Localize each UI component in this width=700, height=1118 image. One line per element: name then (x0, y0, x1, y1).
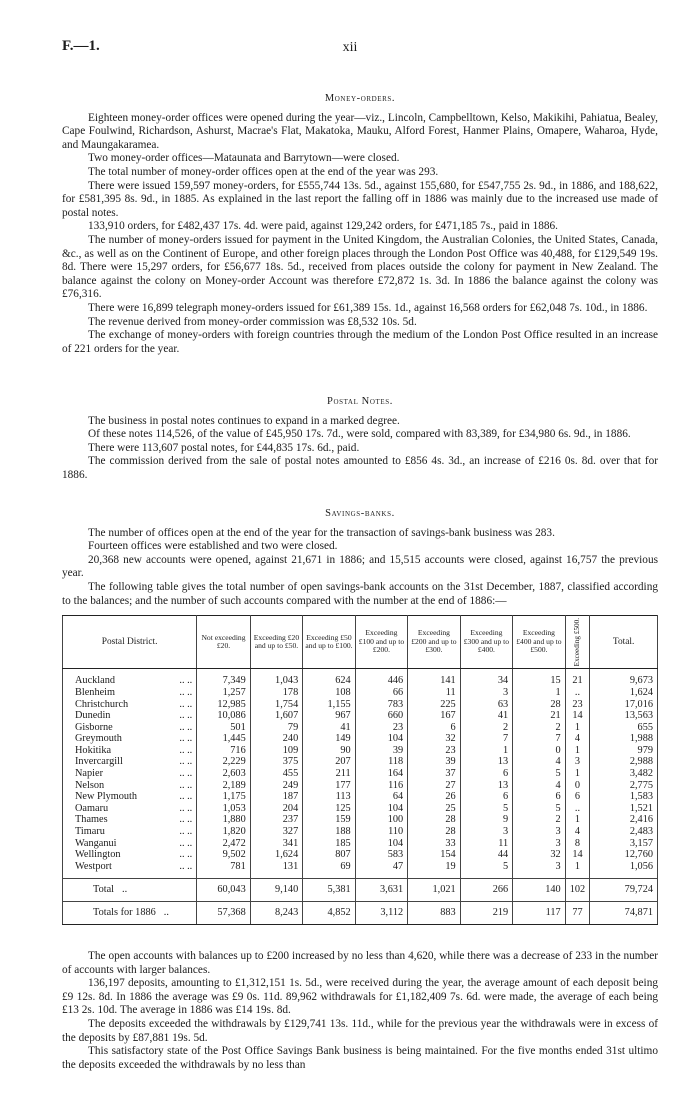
table-cell: 104 (355, 733, 407, 745)
table-cell: 660 (355, 710, 407, 722)
table-cell: 69 (303, 861, 355, 879)
table-cell: 1,880 (197, 814, 250, 826)
table-cell: 0 (513, 745, 565, 757)
table-cell: 79,724 (590, 879, 658, 902)
table-cell: 3 (565, 756, 590, 768)
table-cell: 9,140 (250, 879, 302, 902)
table-cell: 3,631 (355, 879, 407, 902)
table-cell: 2,472 (197, 838, 250, 850)
table-cell: 5 (513, 803, 565, 815)
table-cell: 781 (197, 861, 250, 879)
table-cell: 185 (303, 838, 355, 850)
table-cell: 3 (513, 838, 565, 850)
table-cell: 583 (355, 849, 407, 861)
postal-district-cell (63, 838, 197, 850)
table-header-row (63, 616, 658, 669)
table-cell: 327 (250, 826, 302, 838)
table-cell: 3,157 (590, 838, 658, 850)
table-row (63, 699, 658, 711)
leader-dots: .. .. (179, 675, 193, 687)
table-cell: 118 (355, 756, 407, 768)
district-label: Gisborne (75, 721, 113, 733)
table-cell: 154 (408, 849, 460, 861)
table-cell: 883 (408, 902, 460, 925)
column-header: Not exceeding £20. (197, 616, 250, 669)
paragraph: Two money-order offices—Mataunata and Barrytown—were closed. (88, 152, 400, 165)
savings-bank-accounts-table (62, 615, 658, 925)
table-cell: 125 (303, 803, 355, 815)
table-cell: 1,521 (590, 803, 658, 815)
table-cell: 9 (460, 814, 512, 826)
district-label: Wanganui (75, 837, 117, 849)
table-cell: 90 (303, 745, 355, 757)
table-cell: 8,243 (250, 902, 302, 925)
column-header: Total. (590, 616, 658, 669)
table-cell: 1,445 (197, 733, 250, 745)
table-row (63, 791, 658, 803)
table-cell: 66 (355, 687, 407, 699)
table-cell: 141 (408, 669, 460, 687)
district-label: Total (93, 884, 115, 896)
table-row (63, 803, 658, 815)
table-cell: 240 (250, 733, 302, 745)
table-row (63, 861, 658, 879)
district-label: Wellington (75, 849, 121, 861)
column-header: Exceeding £200 and up to £300. (408, 616, 460, 669)
table-cell: 11 (408, 687, 460, 699)
table-cell: 2,775 (590, 780, 658, 792)
table-cell: 104 (355, 838, 407, 850)
postal-district-cell (63, 669, 197, 687)
table-cell: 37 (408, 768, 460, 780)
column-header: Exceeding £500. (565, 616, 590, 669)
table-cell: 1,754 (250, 699, 302, 711)
column-header: Postal District. (63, 616, 197, 669)
paragraph: There were issued 159,597 money-orders, for £555,744 13s. 5d., against 155,680, for £547,755 2s. 9d., in 1886, and 188,622, for £581,395 8s. 9d., in 1885. As explained in the last report the falling off in 1886 was mainly due to the increased use made of postal notes. (62, 179, 658, 219)
postal-district-cell (63, 722, 197, 734)
table-cell: 21 (565, 669, 590, 687)
column-header: Exceeding £400 and up to £500. (513, 616, 565, 669)
table-row (63, 733, 658, 745)
postal-district-cell (63, 826, 197, 838)
table-row (63, 814, 658, 826)
leader-dots: .. .. (179, 849, 193, 861)
leader-dots: .. (163, 907, 169, 918)
table-cell: 32 (408, 733, 460, 745)
table-cell: 5 (513, 768, 565, 780)
table-cell: 207 (303, 756, 355, 768)
table-cell: 1,988 (590, 733, 658, 745)
table-cell: 967 (303, 710, 355, 722)
table-cell: 1,021 (408, 879, 460, 902)
page-number: xii (342, 40, 358, 55)
leader-dots: .. .. (179, 756, 193, 768)
table-cell: 3 (513, 826, 565, 838)
table-cell: 501 (197, 722, 250, 734)
postal-district-cell (63, 710, 197, 722)
table-cell: 1 (513, 687, 565, 699)
table-cell: 1,820 (197, 826, 250, 838)
column-header: Exceeding £20 and up to £50. (250, 616, 302, 669)
table-cell: 2 (513, 722, 565, 734)
table-cell: 2 (460, 722, 512, 734)
table-cell: 23 (408, 745, 460, 757)
table-cell: 33 (408, 838, 460, 850)
paragraph: This satisfactory state of the Post Office Savings Bank business is being maintained. For the five months ended 31st ultimo the deposits exceeded the withdrawals by no less than (62, 1045, 658, 1071)
savings-banks-summary (62, 950, 658, 1072)
table-cell: 10,086 (197, 710, 250, 722)
table-cell: 12,985 (197, 699, 250, 711)
postal-district-cell (63, 768, 197, 780)
table-row (63, 826, 658, 838)
table-cell: 11 (460, 838, 512, 850)
table-row (63, 710, 658, 722)
table-cell: 41 (303, 722, 355, 734)
table-cell: 13 (460, 756, 512, 768)
table-cell: 9,502 (197, 849, 250, 861)
table-cell: 167 (408, 710, 460, 722)
table-cell: 79 (250, 722, 302, 734)
table-cell: 219 (460, 902, 512, 925)
table-cell: 783 (355, 699, 407, 711)
table-cell: 455 (250, 768, 302, 780)
paragraph: The total number of money-order offices open at the end of the year was 293. (88, 165, 439, 178)
district-label: Napier (75, 768, 104, 780)
district-label: New Plymouth (75, 791, 138, 803)
table-cell: 21 (513, 710, 565, 722)
table-cell: 204 (250, 803, 302, 815)
paragraph: Eighteen money-order offices were opened during the year—viz., Lincoln, Campbelltown, Kelso, Makikihi, Pahiatua, Bealey, Cape Foulwind, Richardson, Ashurst, Macrae's Flat, Makatoka, Mauku, Alford Forest, Hanmer Plains, Omapere, Waharoa, Hyde, and Maungakaramea. (62, 111, 658, 151)
table-cell: 131 (250, 861, 302, 879)
district-label: Invercargill (75, 756, 123, 768)
table-cell: 149 (303, 733, 355, 745)
table-cell: 237 (250, 814, 302, 826)
table-cell: 63 (460, 699, 512, 711)
leader-dots: .. .. (179, 779, 193, 791)
paragraph: The following table gives the total number of open savings-bank accounts on the 31st December, 1887, classified according to the balances; and the number of such accounts compared with the number at the end of 1886:— (62, 580, 658, 607)
table-cell: 446 (355, 669, 407, 687)
postal-district-cell (63, 849, 197, 861)
table-cell: 3 (513, 861, 565, 879)
table-cell: 60,043 (197, 879, 250, 902)
table-cell: 13,563 (590, 710, 658, 722)
table-row (63, 687, 658, 699)
report-reference: F.—1. (62, 38, 100, 54)
table-row (63, 669, 658, 687)
district-label: Westport (75, 860, 112, 872)
table-cell: 1,624 (590, 687, 658, 699)
leader-dots: .. .. (179, 860, 193, 872)
leader-dots: .. (122, 884, 128, 896)
table-cell: 14 (565, 849, 590, 861)
table-cell: 57,368 (197, 902, 250, 925)
table-cell: 2,416 (590, 814, 658, 826)
leader-dots: .. .. (179, 733, 193, 745)
table-cell: 4 (513, 780, 565, 792)
table-row (63, 780, 658, 792)
leader-dots: .. .. (179, 814, 193, 826)
table-cell: 1,607 (250, 710, 302, 722)
postal-district-cell (63, 687, 197, 699)
table-row (63, 879, 658, 902)
table-cell: 1,053 (197, 803, 250, 815)
table-cell: 7 (460, 733, 512, 745)
district-label: Totals for 1886 (93, 907, 156, 918)
table-cell: 655 (590, 722, 658, 734)
leader-dots: .. .. (179, 710, 193, 722)
postal-notes-section (62, 395, 658, 483)
leader-dots: .. .. (179, 791, 193, 803)
postal-district-cell (63, 902, 197, 925)
district-label: Oamaru (75, 802, 109, 814)
table-cell: 2,189 (197, 780, 250, 792)
table-cell: 2 (513, 814, 565, 826)
paragraph: Fourteen offices were established and two were closed. (88, 540, 338, 553)
table-cell: 77 (565, 902, 590, 925)
table-cell: 74,871 (590, 902, 658, 925)
table-cell: 1,257 (197, 687, 250, 699)
column-header: Exceeding £100 and up to £200. (355, 616, 407, 669)
district-label: Timaru (75, 826, 105, 838)
table-cell: 187 (250, 791, 302, 803)
table-cell: 1 (565, 814, 590, 826)
table-cell: 716 (197, 745, 250, 757)
table-cell: 15 (513, 669, 565, 687)
table-cell: 4,852 (303, 902, 355, 925)
paragraph: The open accounts with balances up to £200 increased by no less than 4,620, while there was a decrease of 233 in the number of accounts with larger balances. (62, 950, 658, 976)
postal-district-cell (63, 733, 197, 745)
table-cell: 1,043 (250, 669, 302, 687)
postal-district-cell (63, 699, 197, 711)
table-cell: 1,624 (250, 849, 302, 861)
paragraph: The number of money-orders issued for payment in the United Kingdom, the Australian Colonies, the United States, Canada, &c., as well as on the Continent of Europe, and other foreign places through the London Post Office was 40,488, for £129,549 19s. 8d. There were 15,297 orders, for £56,677 18s. 5d., received from places outside the colony for payment in New Zealand. The balance against the colony on Money-order Account was therefore £72,872 1s. 3d. In 1886 the balance against the colony was £76,316. (62, 233, 658, 301)
table-cell: 34 (460, 669, 512, 687)
table-cell: 117 (513, 902, 565, 925)
district-label: Hokitika (75, 744, 112, 756)
table-cell: 41 (460, 710, 512, 722)
table-cell: 1 (565, 768, 590, 780)
table-cell: 6 (513, 791, 565, 803)
table-cell: 23 (565, 699, 590, 711)
leader-dots: .. .. (179, 826, 193, 838)
table-cell: 159 (303, 814, 355, 826)
money-orders-section (62, 92, 658, 356)
postal-district-cell (63, 879, 197, 902)
table-cell: 8 (565, 838, 590, 850)
table-cell: 6 (565, 791, 590, 803)
table-cell: 140 (513, 879, 565, 902)
table-cell: 27 (408, 780, 460, 792)
table-cell: 211 (303, 768, 355, 780)
table-row (63, 745, 658, 757)
table-cell: 178 (250, 687, 302, 699)
district-label: Blenheim (75, 686, 116, 698)
paragraph: There were 113,607 postal notes, for £44,835 17s. 6d., paid. (88, 441, 360, 454)
table-cell: 2,229 (197, 756, 250, 768)
table-cell: 19 (408, 861, 460, 879)
table-cell: 47 (355, 861, 407, 879)
table-cell: 102 (565, 879, 590, 902)
table-cell: 32 (513, 849, 565, 861)
table-cell: 25 (408, 803, 460, 815)
table-cell: 7,349 (197, 669, 250, 687)
table-cell: 39 (408, 756, 460, 768)
paragraph: The commission derived from the sale of postal notes amounted to £856 4s. 3d., an increase of £216 0s. 8d. over that for 1886. (62, 455, 658, 481)
postal-notes-heading: Postal Notes. (327, 396, 393, 407)
table-cell: 807 (303, 849, 355, 861)
table-cell: 44 (460, 849, 512, 861)
table-row (63, 902, 658, 925)
savings-banks-section (62, 507, 658, 608)
postal-district-cell (63, 756, 197, 768)
paragraph: 20,368 new accounts were opened, against 21,671 in 1886; and 15,515 accounts were closed, against 16,757 the previous year. (62, 553, 658, 580)
table-cell: 1,056 (590, 861, 658, 879)
table-cell: 6 (460, 768, 512, 780)
postal-district-cell (63, 745, 197, 757)
table-cell: 249 (250, 780, 302, 792)
table-cell: 225 (408, 699, 460, 711)
table-cell: 14 (565, 710, 590, 722)
table-cell: 2,483 (590, 826, 658, 838)
table-cell: 2,988 (590, 756, 658, 768)
paragraph: The revenue derived from money-order commission was £8,532 10s. 5d. (88, 315, 417, 328)
postal-district-cell (63, 814, 197, 826)
postal-district-cell (63, 780, 197, 792)
table-cell: 979 (590, 745, 658, 757)
table-cell: 100 (355, 814, 407, 826)
table-cell: 7 (513, 733, 565, 745)
money-orders-heading: Money-orders. (324, 93, 396, 104)
table-cell: 164 (355, 768, 407, 780)
table-cell: 4 (513, 756, 565, 768)
table-cell: 116 (355, 780, 407, 792)
district-label: Nelson (75, 779, 105, 791)
table-cell: .. (565, 803, 590, 815)
table-cell: 1,155 (303, 699, 355, 711)
table-cell: 4 (565, 826, 590, 838)
table-cell: .. (565, 687, 590, 699)
table-cell: 2,603 (197, 768, 250, 780)
table-cell: 13 (460, 780, 512, 792)
table-row (63, 756, 658, 768)
paragraph: 136,197 deposits, amounting to £1,312,151 1s. 5d., were received during the year, the average amount of each deposit being £9 12s. 8d. In 1886 the average was £9 0s. 11d. 89,962 withdrawals for £1,182,409 7s. 6d. were made, the average of each being £13 2s. 10d. The average in 1886 was £14 19s. 8d. (62, 977, 658, 1017)
table-cell: 1 (565, 722, 590, 734)
table-cell: 188 (303, 826, 355, 838)
table-cell: 28 (408, 826, 460, 838)
table-cell: 1 (460, 745, 512, 757)
table-cell: 375 (250, 756, 302, 768)
table-cell: 3 (460, 826, 512, 838)
postal-district-cell (63, 791, 197, 803)
table-cell: 1 (565, 745, 590, 757)
table-cell: 5,381 (303, 879, 355, 902)
district-label: Dunedin (75, 710, 111, 722)
table-row (63, 768, 658, 780)
table-cell: 9,673 (590, 669, 658, 687)
district-label: Greymouth (75, 733, 122, 745)
table-cell: 26 (408, 791, 460, 803)
table-cell: 6 (408, 722, 460, 734)
table-cell: 28 (513, 699, 565, 711)
table-cell: 104 (355, 803, 407, 815)
table-cell: 64 (355, 791, 407, 803)
district-label: Christchurch (75, 698, 129, 710)
table-cell: 110 (355, 826, 407, 838)
table-cell: 0 (565, 780, 590, 792)
table-cell: 1,583 (590, 791, 658, 803)
paragraph: The business in postal notes continues to expand in a marked degree. (88, 414, 400, 427)
savings-banks-heading: Savings-banks. (325, 508, 395, 519)
paragraph: The exchange of money-orders with foreign countries through the medium of the London Post Office resulted in an increase of 221 orders for the year. (62, 329, 658, 355)
table-cell: 3,482 (590, 768, 658, 780)
table-cell: 39 (355, 745, 407, 757)
column-header: Exceeding £50 and up to £100. (303, 616, 355, 669)
table-cell: 23 (355, 722, 407, 734)
table-cell: 5 (460, 803, 512, 815)
paragraph: The deposits exceeded the withdrawals by £129,741 13s. 11d., while for the previous year the withdrawals were in excess of the deposits by £87,881 19s. 5d. (62, 1017, 658, 1044)
district-label: Auckland (75, 675, 116, 687)
table-cell: 109 (250, 745, 302, 757)
table-cell: 3,112 (355, 902, 407, 925)
paragraph: Of these notes 114,526, of the value of £45,950 17s. 7d., were sold, compared with 83,389, for £34,980 6s. 9d., in 1886. (88, 428, 631, 441)
table-cell: 108 (303, 687, 355, 699)
table-cell: 341 (250, 838, 302, 850)
table-cell: 177 (303, 780, 355, 792)
leader-dots: .. .. (179, 744, 193, 756)
column-header: Exceeding £300 and up to £400. (460, 616, 512, 669)
table-row (63, 838, 658, 850)
paragraph: 133,910 orders, for £482,437 17s. 4d. were paid, against 129,242 orders, for £471,185 7s., paid in 1886. (88, 220, 559, 233)
table-cell: 3 (460, 687, 512, 699)
table-row (63, 722, 658, 734)
postal-district-cell (63, 803, 197, 815)
leader-dots: .. .. (179, 837, 193, 849)
leader-dots: .. .. (179, 768, 193, 780)
table-cell: 28 (408, 814, 460, 826)
table-cell: 12,760 (590, 849, 658, 861)
table-cell: 1 (565, 861, 590, 879)
paragraph: There were 16,899 telegraph money-orders issued for £61,389 15s. 1d., against 16,568 orders for £62,048 7s. 10d., in 1886. (88, 301, 648, 314)
table-cell: 113 (303, 791, 355, 803)
table-cell: 6 (460, 791, 512, 803)
leader-dots: .. .. (179, 686, 193, 698)
postal-district-cell (63, 861, 197, 879)
table-cell: 17,016 (590, 699, 658, 711)
table-cell: 1,175 (197, 791, 250, 803)
leader-dots: .. .. (179, 698, 193, 710)
leader-dots: .. .. (179, 802, 193, 814)
table-row (63, 849, 658, 861)
district-label: Thames (75, 814, 108, 826)
leader-dots: .. .. (179, 721, 193, 733)
table-cell: 4 (565, 733, 590, 745)
table-cell: 266 (460, 879, 512, 902)
table-cell: 624 (303, 669, 355, 687)
table-cell: 5 (460, 861, 512, 879)
paragraph: The number of offices open at the end of the year for the transaction of savings-bank business was 283. (88, 526, 555, 539)
